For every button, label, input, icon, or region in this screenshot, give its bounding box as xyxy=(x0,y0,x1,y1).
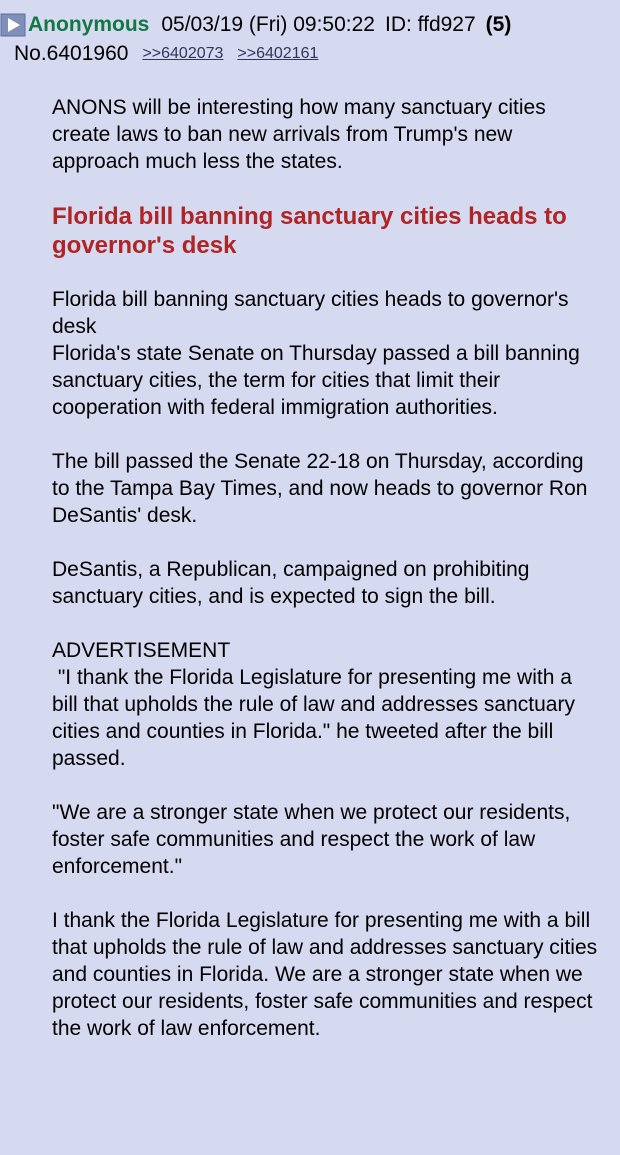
poster-id[interactable]: ID: ffd927 xyxy=(384,13,476,36)
article-paragraph: I thank the Florida Legislature for presenting me with a bill that upholds the rule of law and addresses sanctuary cities and counties in Florida. We are a stronger state when we protect our residents, foster safe communities and respect the work of law enforcement. xyxy=(52,909,598,1040)
article-paragraph: Florida's state Senate on Thursday passed a bill banning sanctuary cities, the term for cities that limit their cooperation with federal immigration authorities. xyxy=(52,342,580,419)
post-header xyxy=(0,8,511,42)
reply-count: (5) xyxy=(485,13,512,36)
article-paragraph: The bill passed the Senate 22-18 on Thursday, according to the Tampa Bay Times, and now heads to governor Ron DeSantis' desk. xyxy=(52,450,588,527)
expand-icon[interactable] xyxy=(0,13,26,37)
article-paragraph: DeSantis, a Republican, campaigned on prohibiting sanctuary cities, and is expected to sign the bill. xyxy=(52,558,530,608)
post-number[interactable]: No.6401960 xyxy=(14,42,129,65)
poster-name: Anonymous xyxy=(28,13,150,36)
post-body xyxy=(52,94,600,1069)
post-number-row xyxy=(14,40,332,68)
article-headline: Florida bill banning sanctuary cities heads to governor's desk xyxy=(52,203,567,259)
advertisement-label: ADVERTISEMENT xyxy=(52,639,231,662)
article-paragraph: Florida bill banning sanctuary cities heads to governor's desk xyxy=(52,288,569,338)
post-datetime: 05/03/19 (Fri) 09:50:22 xyxy=(161,13,375,36)
backlink[interactable]: >>6402073 xyxy=(142,45,224,62)
backlink[interactable]: >>6402161 xyxy=(237,45,319,62)
article-paragraph: "I thank the Florida Legislature for presenting me with a bill that upholds the rule of law and addresses sanctuary cities and counties in Florida." he tweeted after the bill passed. xyxy=(52,666,581,770)
article-paragraph: "We are a stronger state when we protect our residents, foster safe communities and respect the work of law enforcement." xyxy=(52,801,571,878)
intro-text: ANONS will be interesting how many sanctuary cities create laws to ban new arrivals from Trump's new approach much less the states. xyxy=(52,96,546,173)
